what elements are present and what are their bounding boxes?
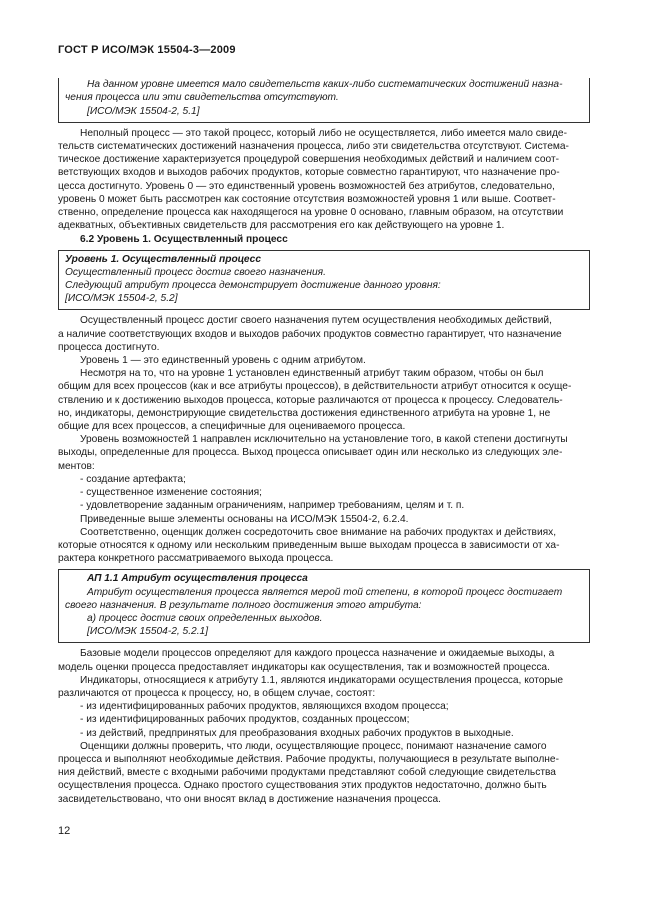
text-line: адекватных, объективных свидетельств для рассмотрения его как действующего на уровне 1.	[58, 220, 505, 232]
quote-line: Атрибут осуществления процесса является мерой той степени, в которой процесс достигает	[87, 586, 563, 598]
text-line: Индикаторы, относящиеся к атрибуту 1.1, являются индикаторами осуществления процесса, которые	[80, 674, 564, 686]
text-line: засвидетельствовано, что они вносят вклад в достижение назначения процесса.	[58, 793, 441, 805]
text-line: ментов:	[58, 460, 95, 472]
quote-box-level0	[58, 78, 590, 123]
paragraph-capability-level	[58, 433, 590, 473]
text-line: ветствующих входов и выходов рабочих продуктов, которые совместно гарантируют, что назначение про-	[58, 167, 560, 179]
paragraph-assessors	[58, 740, 590, 806]
quote-title: АП 1.1 Атрибут осуществления процесса	[87, 573, 308, 585]
text-line: Осуществленный процесс достиг своего назначения путем осуществления необходимых действий,	[80, 315, 552, 327]
list-item: - создание артефакта;	[80, 473, 186, 485]
text-line: тельств систематических достижений назначения процесса, либо эти свидетельства отсутствуют. Система-	[58, 141, 569, 153]
text-line: Оценщики должны проверить, что люди, осуществляющие процесс, понимают назначение самого	[80, 740, 547, 752]
paragraph-based-on: Приведенные выше элементы основаны на ИСО/МЭК 15504-2, 6.2.4.	[80, 513, 409, 525]
quote-line: Осуществленный процесс достиг своего назначения.	[65, 266, 326, 278]
paragraph-base-models	[58, 647, 590, 673]
quote-line: а) процесс достиг своих определенных выходов.	[87, 612, 323, 624]
quote-reference: [ИСО/МЭК 15504-2, 5.2.1]	[87, 626, 209, 638]
text-line: Уровень возможностей 1 направлен исключительно на установление того, в какой степени достигнуты	[80, 434, 568, 446]
text-line: которые относятся к одному или нескольким приведенным выше выходам процесса в зависимости от ха-	[58, 539, 560, 551]
quote-line: своего назначения. В результате полного достижения этого атрибута:	[65, 599, 422, 611]
text-line: Несмотря на то, что на уровне 1 установлен единственный атрибут таким образом, чтобы он был	[80, 368, 544, 380]
text-line: ствлению и к достижению выходов процесса, которые различаются от процесса к процессу. Следователь-	[58, 394, 563, 406]
list-item: - из идентифицированных рабочих продуктов, являющихся входом процесса;	[80, 701, 449, 713]
text-line: Неполный процесс — это такой процесс, который либо не осуществляется, либо имеется мало свиде-	[80, 127, 567, 139]
paragraph-despite	[58, 367, 590, 433]
text-line: а наличие соответствующих входов и выходов рабочих продуктов совместно гарантирует, что назначение	[58, 328, 562, 340]
paragraph-indicators	[58, 674, 590, 700]
text-line: выходы, определенные для процесса. Выход процесса описывает один или несколько из следующих эле-	[58, 447, 563, 459]
list-item: - из идентифицированных рабочих продуктов, созданных процессом;	[80, 714, 410, 726]
paragraph-performed-process	[58, 314, 590, 354]
text-line: тическое достижение характеризуется процедурой совершения необходимых действий и наличием соот-	[58, 154, 560, 166]
text-line: ния действий, вместе с входными рабочими продуктами представляют собой следующие свидетельства	[58, 767, 556, 779]
quote-reference: [ИСО/МЭК 15504-2, 5.2]	[65, 293, 178, 305]
section-heading: 6.2 Уровень 1. Осуществленный процесс	[80, 234, 288, 246]
paragraph-incomplete-process	[58, 127, 590, 233]
text-line: цесса достигнуто. Уровень 0 — это единственный уровень возможностей без атрибутов, следовательно,	[58, 180, 555, 192]
page-number: 12	[58, 825, 71, 837]
paragraph-single-attribute: Уровень 1 — это единственный уровень с одним атрибутом.	[80, 355, 366, 367]
text-line: Базовые модели процессов определяют для каждого процесса назначение и ожидаемые выходы, а	[80, 648, 555, 660]
text-line: процесса достигнуто.	[58, 341, 160, 353]
quote-box-attribute	[58, 569, 590, 643]
paragraph-accordingly	[58, 526, 590, 566]
text-line: Соответственно, оценщик должен сосредоточить свое внимание на рабочих продуктах и действиях,	[80, 526, 557, 538]
list-outcome-elements	[58, 473, 590, 513]
text-line: общие для всех процессов, а специфичные для оцениваемого процесса.	[58, 421, 406, 433]
text-line: ственно, определение процесса как находящегося на уровне 0 основано, главным образом, на отсутствии	[58, 207, 564, 219]
quote-box-level1	[58, 250, 590, 311]
quote-title: Уровень 1. Осуществленный процесс	[65, 253, 261, 265]
quote-line: Следующий атрибут процесса демонстрирует достижение данного уровня:	[65, 280, 441, 292]
list-item: - существенное изменение состояния;	[80, 487, 262, 499]
text-line: осуществления процесса. Однако простого существования этих продуктов недостаточно, должно быть	[58, 780, 547, 792]
quote-line: чения процесса или эти свидетельства отсутствуют.	[65, 92, 339, 104]
text-line: общим для всех процессов (как и все атрибуты процессов), в действительности атрибут относится к осуще-	[58, 381, 572, 393]
document-page	[58, 44, 590, 806]
quote-reference: [ИСО/МЭК 15504-2, 5.1]	[87, 105, 200, 117]
text-line: различаются от процесса к процессу, но, в общем случае, состоят:	[58, 687, 376, 699]
list-indicators	[58, 700, 590, 740]
text-line: но, индикаторы, демонстрирующие свидетельства достижения единственного атрибута на уровне 1, не	[58, 407, 551, 419]
text-line: модель оценки процесса предоставляет индикаторы как осуществления, так и возможностей процесса.	[58, 661, 550, 673]
list-item: - удовлетворение заданным ограничениям, например требованиям, целям и т. п.	[80, 500, 465, 512]
text-line: рактера конкретного рассматриваемого выхода процесса.	[58, 553, 334, 565]
quote-line: На данном уровне имеется мало свидетельств каких-либо систематических достижений назна-	[87, 79, 563, 91]
text-line: уровень 0 может быть рассмотрен как состояние отсутствия возможностей уровня 1 или выше. Соответ-	[58, 193, 556, 205]
text-line: процесса и выполняют необходимые действия. Рабочие продукты, получающиеся в результате выполне-	[58, 753, 559, 765]
list-item: - из действий, предпринятых для преобразования входных рабочих продуктов в выходные.	[80, 727, 514, 739]
document-header: ГОСТ Р ИСО/МЭК 15504-3—2009	[58, 44, 236, 56]
